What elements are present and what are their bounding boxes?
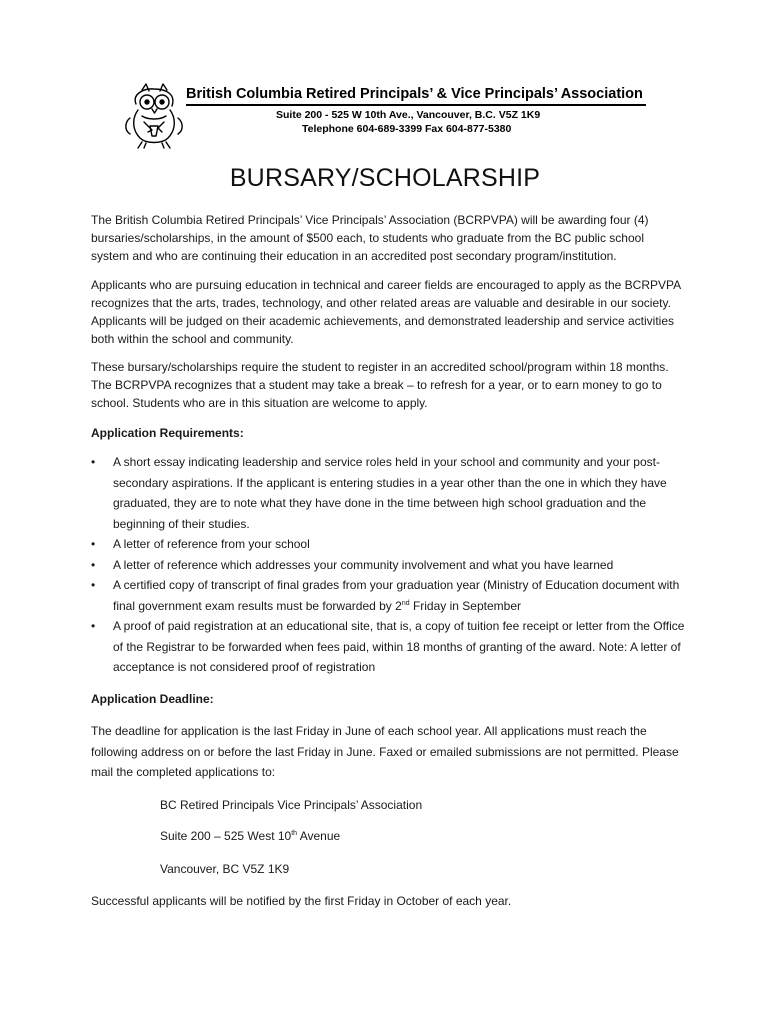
intro-paragraph [91, 211, 685, 265]
ordinal-suffix: th [291, 830, 298, 837]
timing-paragraph [91, 358, 685, 412]
bullet-icon: • [91, 578, 96, 592]
list-item-text [113, 578, 679, 613]
mailing-address-line-3: Vancouver, BC V5Z 1K9 [160, 862, 290, 876]
org-telephone: Telephone 604-689-3399 Fax 604-877-5380 [302, 123, 512, 135]
paragraph-text: The British Columbia Retired Principals’ Vice Principals’ Association (BCRPVPA) will be awarding four (4) bursaries/scholarships, in the amount of $500 each, to students who graduate from the BC public school system and who are continuing their education in an accredited post secondary program/institution. [91, 213, 649, 263]
address-text-part: Suite 200 – 525 West 10 [160, 829, 292, 843]
list-item-text: A letter of reference which addresses your community involvement and what you have learned [113, 557, 614, 572]
org-name: British Columbia Retired Principals’ & Vice Principals’ Association [186, 86, 643, 102]
paragraph-text: Applicants who are pursuing education in technical and career fields are encouraged to apply as the BCRPVPA recognizes that the arts, trades, technology, and other related areas are valuable and desirable in our society. Applicants will be judged on their academic achievements, and demonstrated leadership and service activities both within the school and community. [91, 278, 681, 346]
list-item [91, 616, 691, 678]
closing-statement: Successful applicants will be notified by the first Friday in October of each year. [91, 894, 512, 908]
bullet-icon: • [91, 537, 96, 551]
bullet-icon: • [91, 557, 96, 572]
org-address: Suite 200 - 525 W 10th Ave., Vancouver, B.C. V5Z 1K9 [276, 109, 541, 121]
letterhead [122, 82, 652, 152]
letterhead-divider [186, 104, 646, 106]
mailing-address-line-2 [160, 829, 340, 843]
deadline-paragraph: The deadline for application is the last Friday in June of each school year. All applications must reach the following address on or before the last Friday in June. Faxed or emailed submissions are not permitted. Please mail the completed applications to: [91, 724, 679, 779]
address-text-part: Avenue [297, 829, 341, 843]
list-item-text-part: A certified copy of transcript of final grades from your graduation year (Ministry of Education document with final government exam results must be forwarded by 2 [113, 578, 680, 613]
list-item-text-part: Friday in September [409, 598, 521, 613]
requirements-list [91, 452, 691, 678]
requirements-heading: Application Requirements: [91, 426, 244, 440]
document-title: BURSARY/SCHOLARSHIP [229, 164, 541, 192]
owl-mascot-icon [122, 82, 188, 150]
list-item [91, 452, 691, 534]
list-item [91, 555, 691, 576]
ordinal-suffix: nd [401, 599, 410, 607]
paragraph-text: These bursary/scholarships require the student to register in an accredited school/program within 18 months. The BCRPVPA recognizes that a student may take a break – to refresh for a year, or to earn money to go to school. Students who are in this situation are welcome to apply. [91, 360, 669, 410]
eligibility-paragraph [91, 276, 685, 348]
deadline-heading: Application Deadline: [91, 692, 214, 706]
mailing-address-line-1: BC Retired Principals Vice Principals’ Association [160, 798, 423, 812]
list-item [91, 575, 691, 616]
list-item-text: A letter of reference from your school [113, 537, 310, 551]
bullet-icon: • [91, 619, 96, 633]
list-item-text: A short essay indicating leadership and service roles held in your school and community and your post-secondary aspirations. If the applicant is entering studies in a year other than the one in which they have graduated, they are to note what they have done in the time between high school graduation and the beginning of their studies. [113, 455, 667, 531]
bullet-icon: • [91, 455, 96, 469]
list-item [91, 534, 691, 555]
list-item-text: A proof of paid registration at an educational site, that is, a copy of tuition fee receipt or letter from the Office of the Registrar to be forwarded when fees paid, within 18 months of granting of the award. Note: A letter of acceptance is not considered proof of registration [113, 619, 685, 674]
